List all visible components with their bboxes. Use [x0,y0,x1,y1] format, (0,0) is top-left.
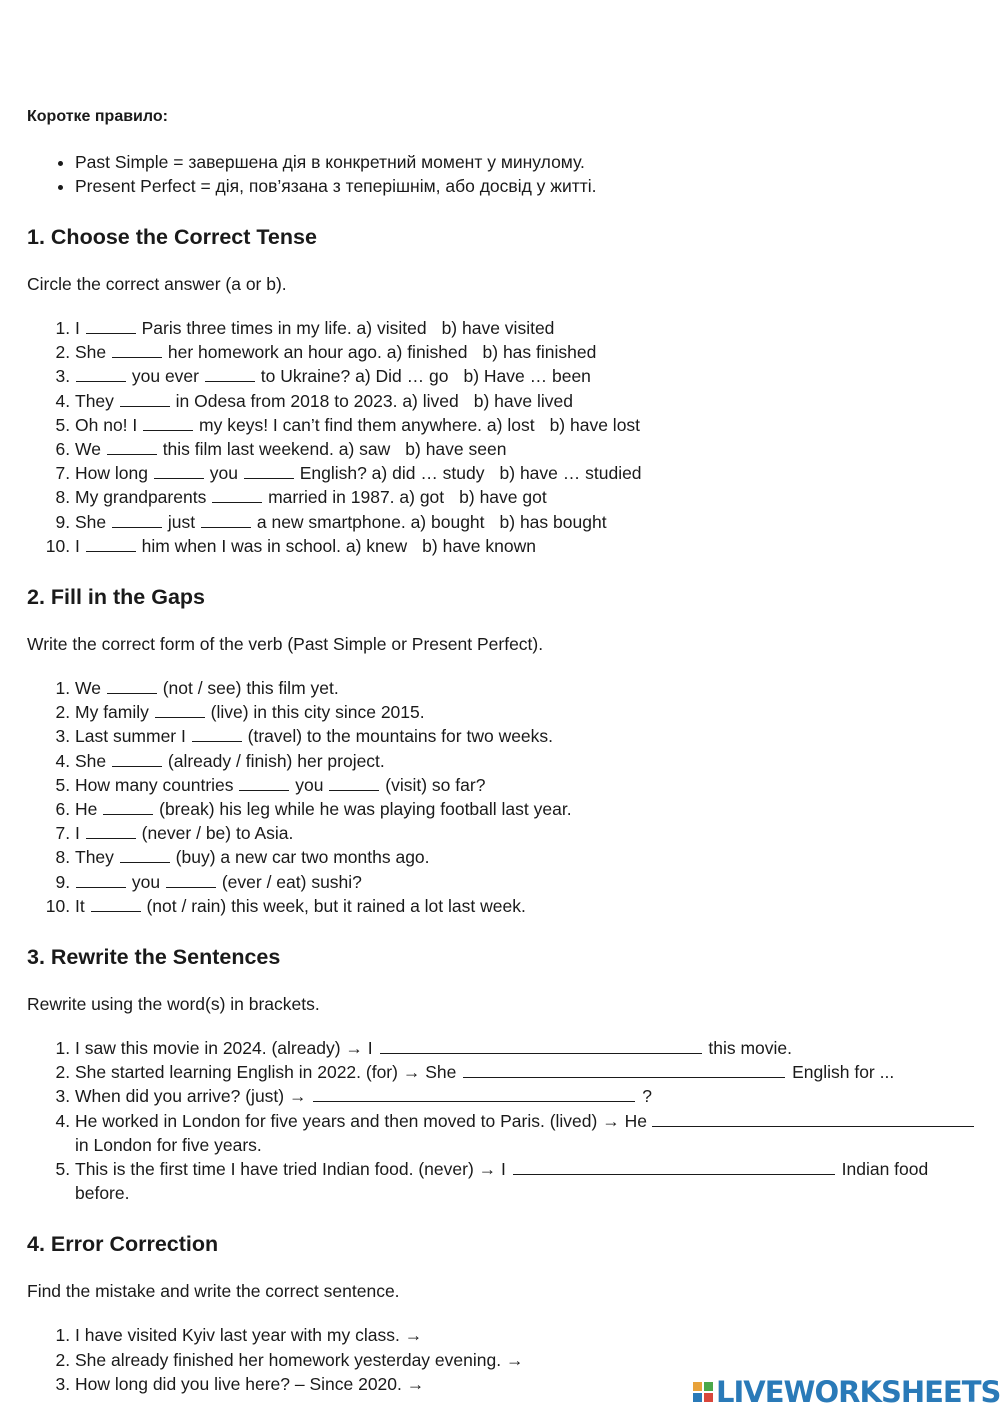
answer-gap[interactable] [86,319,136,334]
item-text: We [75,439,101,460]
answer-gap[interactable] [86,537,136,552]
section-2-title: 2. Fill in the Gaps [27,585,206,610]
section-2-list [27,676,977,918]
list-item [75,1084,977,1108]
answer-gap[interactable] [76,367,126,382]
section-4-instruction: Find the mistake and write the correct sentence. [27,1281,400,1302]
rule-list [27,150,977,198]
liveworksheets-logo[interactable] [692,1376,1000,1408]
liveworksheets-logo-text: LIVEWORKSHEETS [716,1375,1000,1409]
item-text: English for ... [792,1062,895,1083]
item-text: (already / finish) her project. [167,750,385,771]
item-text: I [75,823,80,844]
item-text: I [75,535,80,556]
section-1-title: 1. Choose the Correct Tense [27,225,317,249]
answer-gap[interactable] [155,703,205,718]
option-b: b) have lived [473,390,573,411]
item-text: This is the first time I have tried Indian food. (never) → I [75,1159,506,1180]
item-text: She [75,342,107,363]
answer-line[interactable] [513,1160,835,1175]
item-text: (travel) to the mountains for two weeks. [247,726,554,747]
item-text: just [167,511,196,532]
item-text: How long [75,463,148,484]
list-item [75,1060,977,1084]
answer-gap[interactable] [143,416,193,431]
answer-line[interactable] [652,1112,974,1127]
answer-gap[interactable] [103,800,153,815]
list-item [75,510,977,534]
item-text: (visit) so far? [385,774,486,795]
answer-line[interactable] [463,1063,785,1078]
option-b: b) have visited [441,318,555,338]
item-text: How many countries [75,774,234,795]
answer-line[interactable] [380,1039,702,1054]
item-text: They [75,847,114,868]
item-text: They [75,390,114,411]
list-item [75,845,977,869]
list-item [75,1109,977,1157]
section-4-title: 4. Error Correction [27,1232,219,1257]
item-text: married in 1987. a) got [268,487,445,508]
answer-line[interactable] [313,1087,635,1102]
list-item [75,1036,977,1060]
option-b: b) have known [422,535,536,556]
option-b: b) has finished [482,342,597,363]
item-text: He [75,799,98,820]
list-item: 3. How long did you live here? – Since 2020. → [75,1372,977,1396]
list-item [75,700,977,724]
list-item [75,821,977,845]
list-item [75,894,977,918]
section-1-instruction: Circle the correct answer (a or b). [27,274,287,294]
item-text: She [75,750,107,771]
answer-gap[interactable] [244,464,294,479]
rule-item: • Present Perfect = дія, пов’язана з теперішнім, або досвід у житті. [75,174,977,198]
item-text: (buy) a new car two months ago. [175,847,430,868]
list-item [75,1157,977,1205]
answer-gap[interactable] [212,488,262,503]
answer-gap[interactable] [76,873,126,888]
list-item [75,316,977,340]
answer-gap[interactable] [239,776,289,791]
item-text: in London for five years. [75,1134,262,1155]
list-item [75,413,977,437]
list-item [75,340,977,364]
list-item [75,485,977,509]
answer-gap[interactable] [154,464,204,479]
list-item [75,676,977,700]
list-item [75,389,977,413]
list-item [75,870,977,894]
item-text: Oh no! I [75,414,138,435]
item-text: him when I was in school. a) knew [141,535,408,556]
item-text: When did you arrive? (just) → [75,1086,307,1107]
item-text: My family [75,702,149,723]
item-text: He worked in London for five years and then moved to Paris. (lived) → He [75,1110,647,1131]
item-text: English? a) did … study [299,463,485,484]
list-item [75,364,977,388]
answer-gap[interactable] [120,848,170,863]
answer-gap[interactable] [86,824,136,839]
section-3-instruction: Rewrite using the word(s) in brackets. [27,994,320,1015]
list-item [75,534,977,558]
item-text: you ever [131,366,199,387]
list-item [75,461,977,485]
item-text: my keys! I can’t find them anywhere. a) lost [199,414,535,435]
item-text: We [75,678,101,699]
option-b: b) have lost [549,414,641,435]
option-b: b) Have … been [463,366,591,387]
item-text: (not / see) this film yet. [162,678,339,699]
answer-gap[interactable] [112,752,162,767]
option-b: b) have seen [405,439,507,460]
item-text: I [75,318,80,338]
item-text: in Odesa from 2018 to 2023. a) lived [175,390,459,411]
answer-gap[interactable] [112,513,162,528]
item-text: ? [642,1086,652,1107]
item-text: her homework an hour ago. a) finished [167,342,468,363]
answer-gap[interactable] [192,727,242,742]
list-item: 1. I have visited Kyiv last year with my class. → [75,1323,977,1347]
list-item: 2. She already finished her homework yesterday evening. → [75,1348,977,1372]
list-item [75,797,977,821]
item-text: you [295,774,324,795]
item-text: I saw this movie in 2024. (already) → I [75,1038,373,1059]
section-2-instruction: Write the correct form of the verb (Past Simple or Present Perfect). [27,634,544,655]
item-text: (not / rain) this week, but it rained a lot last week. [146,895,526,916]
item-text: to Ukraine? a) Did … go [260,366,449,387]
item-text: Last summer I [75,726,186,747]
section-3-title: 3. Rewrite the Sentences [27,945,281,970]
item-text: you [209,463,238,484]
answer-gap[interactable] [205,367,255,382]
worksheet-page [27,100,977,1420]
item-text: (live) in this city since 2015. [210,702,425,723]
answer-gap[interactable] [91,897,141,912]
list-item [75,437,977,461]
option-b: b) have got [459,487,547,508]
item-text: (never / be) to Asia. [141,823,294,844]
item-text: Indian food before. [75,1159,929,1204]
section-1-list [27,316,977,558]
answer-gap[interactable] [107,440,157,455]
item-text: this film last weekend. a) saw [162,439,391,460]
item-text: My grandparents [75,487,207,508]
answer-gap[interactable] [329,776,379,791]
liveworksheets-logo-icon [692,1380,714,1404]
answer-gap[interactable] [201,513,251,528]
item-text: you [131,871,161,892]
list-item [75,773,977,797]
item-text: this movie. [708,1038,793,1059]
item-text: She [75,511,107,532]
item-text: a new smartphone. a) bought [256,511,485,532]
list-item [75,749,977,773]
option-b: b) has bought [499,511,607,532]
answer-gap[interactable] [112,343,162,358]
item-text: (break) his leg while he was playing football last year. [159,799,572,820]
list-item [75,724,977,748]
item-text: (ever / eat) sushi? [221,871,362,892]
answer-gap[interactable] [120,392,170,407]
option-b: b) have … studied [499,463,642,484]
answer-gap[interactable] [166,873,216,888]
answer-gap[interactable] [107,679,157,694]
rule-title: Коротке правило: [27,108,168,125]
item-text: Paris three times in my life. a) visited [141,318,427,338]
item-text: She started learning English in 2022. (for) → She [75,1062,457,1083]
rule-item: • Past Simple = завершена дія в конкретний момент у минулому. [75,150,977,174]
section-3-list [27,1036,977,1205]
item-text: It [75,895,85,916]
